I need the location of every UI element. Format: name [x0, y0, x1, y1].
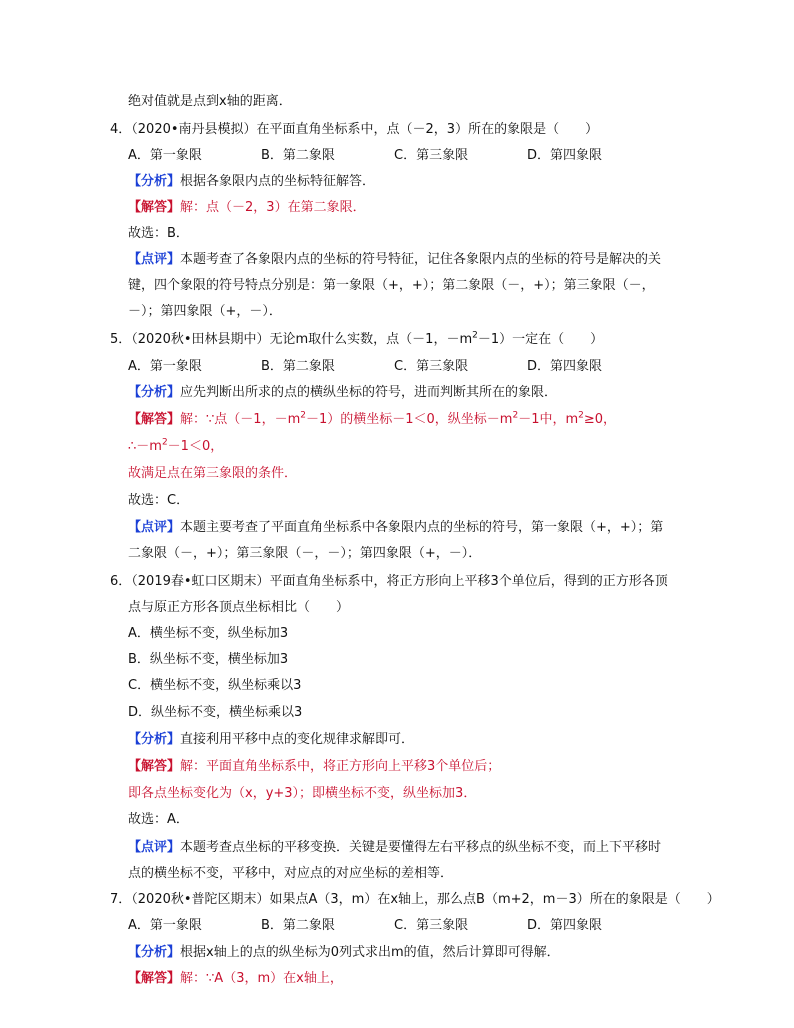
choice-line: 故选：C． [128, 493, 190, 508]
question-6-cont: 点与原正方形各顶点坐标相比（ ） [128, 600, 350, 615]
answer-tag: 【解答】 [128, 971, 181, 986]
option-d: D．第四象限 [527, 359, 603, 374]
option-b: B．第二象限 [261, 359, 335, 374]
options-row [128, 358, 660, 376]
option-d: D．第四象限 [527, 148, 603, 163]
analysis-tag: 【分析】 [128, 385, 181, 400]
question-7: 7．（2020秋•普陀区期末）如果点A（3，m）在x轴上，那么点B（m+2，m－3）所在的象限是（ ） [110, 892, 720, 907]
option-a: A．第一象限 [128, 148, 202, 163]
answer-line: 【解答】解：点（－2，3）在第二象限． [128, 200, 366, 215]
answer-line: $\therefore-m^2-1<0$， [128, 437, 224, 454]
analysis-line: 【分析】根据x轴上的点的纵坐标为0列式求出m的值，然后计算即可得解． [128, 945, 560, 960]
analysis-line: 【分析】根据各象限内点的坐标特征解答． [128, 174, 376, 189]
comment-line: 点的横坐标不变，平移中，对应点的对应坐标的差相等． [128, 866, 454, 881]
option-a: A．第一象限 [128, 359, 202, 374]
analysis-line: 【分析】直接利用平移中点的变化规律求解即可． [128, 732, 415, 747]
comment-tag: 【点评】 [128, 252, 181, 267]
option-b: B．第二象限 [261, 148, 335, 163]
answer-tag: 【解答】 [128, 759, 181, 774]
answer-tag: 【解答】 [128, 200, 181, 215]
answer-line: 【解答】解：∵A（3，m）在x轴上， [128, 971, 343, 986]
comment-line: 【点评】本题主要考查了平面直角坐标系中各象限内点的坐标的符号，第一象限（+，+）；第 [128, 520, 664, 535]
comment-tag: 【点评】 [128, 840, 181, 855]
option-d: D．第四象限 [527, 918, 603, 933]
analysis-line: 【分析】应先判断出所求的点的横纵坐标的符号，进而判断其所在的象限． [128, 385, 558, 400]
text-line: 绝对值就是点到x轴的距离． [128, 94, 292, 109]
question-5: 5．（2020秋•田林县期中）无论m取什么实数，点（－1，$-m^2-1$）一定在（ ） [110, 330, 604, 347]
answer-line: 即各点坐标变化为（x，y+3）；即横坐标不变，纵坐标加3． [128, 786, 477, 801]
comment-line: 键，四个象限的符号特点分别是：第一象限（+，+）；第二象限（－，+）；第三象限（－， [128, 278, 655, 293]
options-row [128, 917, 660, 935]
option-d: D．纵坐标不变，横坐标乘以3 [128, 705, 303, 720]
analysis-tag: 【分析】 [128, 174, 181, 189]
answer-line: 故满足点在第三象限的条件． [128, 466, 298, 481]
analysis-tag: 【分析】 [128, 732, 181, 747]
comment-tag: 【点评】 [128, 520, 181, 535]
question-4: 4．（2020•南丹县模拟）在平面直角坐标系中，点（－2，3）所在的象限是（ ） [110, 122, 599, 137]
options-row [128, 147, 660, 165]
choice-line: 故选：B． [128, 226, 189, 241]
answer-tag: 【解答】 [128, 412, 181, 427]
option-a: A．第一象限 [128, 918, 202, 933]
option-c: C．横坐标不变，纵坐标乘以3 [128, 678, 302, 693]
answer-line: 【解答】解：平面直角坐标系中，将正方形向上平移3个单位后； [128, 759, 501, 774]
answer-line: 【解答】解：∵点（－1，$-m^2-1$）的横坐标－1＜0，纵坐标$-m^2-1$中，$m^2\ge 0$， [128, 410, 617, 427]
option-b: B．纵坐标不变，横坐标加3 [128, 652, 289, 667]
comment-line: －）；第四象限（+，－）． [128, 304, 282, 319]
question-6: 6．（2019春•虹口区期末）平面直角坐标系中，将正方形向上平移3个单位后，得到的正方形各顶 [110, 574, 668, 589]
option-c: C．第三象限 [394, 359, 469, 374]
option-c: C．第三象限 [394, 148, 469, 163]
option-c: C．第三象限 [394, 918, 469, 933]
comment-line: 【点评】本题考查了各象限内点的坐标的符号特征，记住各象限内点的坐标的符号是解决的关 [128, 252, 662, 267]
comment-line: 二象限（－，+）；第三象限（－，－）；第四象限（+，－）． [128, 546, 482, 561]
option-a: A．横坐标不变，纵坐标加3 [128, 626, 289, 641]
comment-line: 【点评】本题考查点坐标的平移变换．关键是要懂得左右平移点的纵坐标不变，而上下平移时 [128, 840, 662, 855]
analysis-tag: 【分析】 [128, 945, 181, 960]
option-b: B．第二象限 [261, 918, 335, 933]
choice-line: 故选：A． [128, 812, 189, 827]
